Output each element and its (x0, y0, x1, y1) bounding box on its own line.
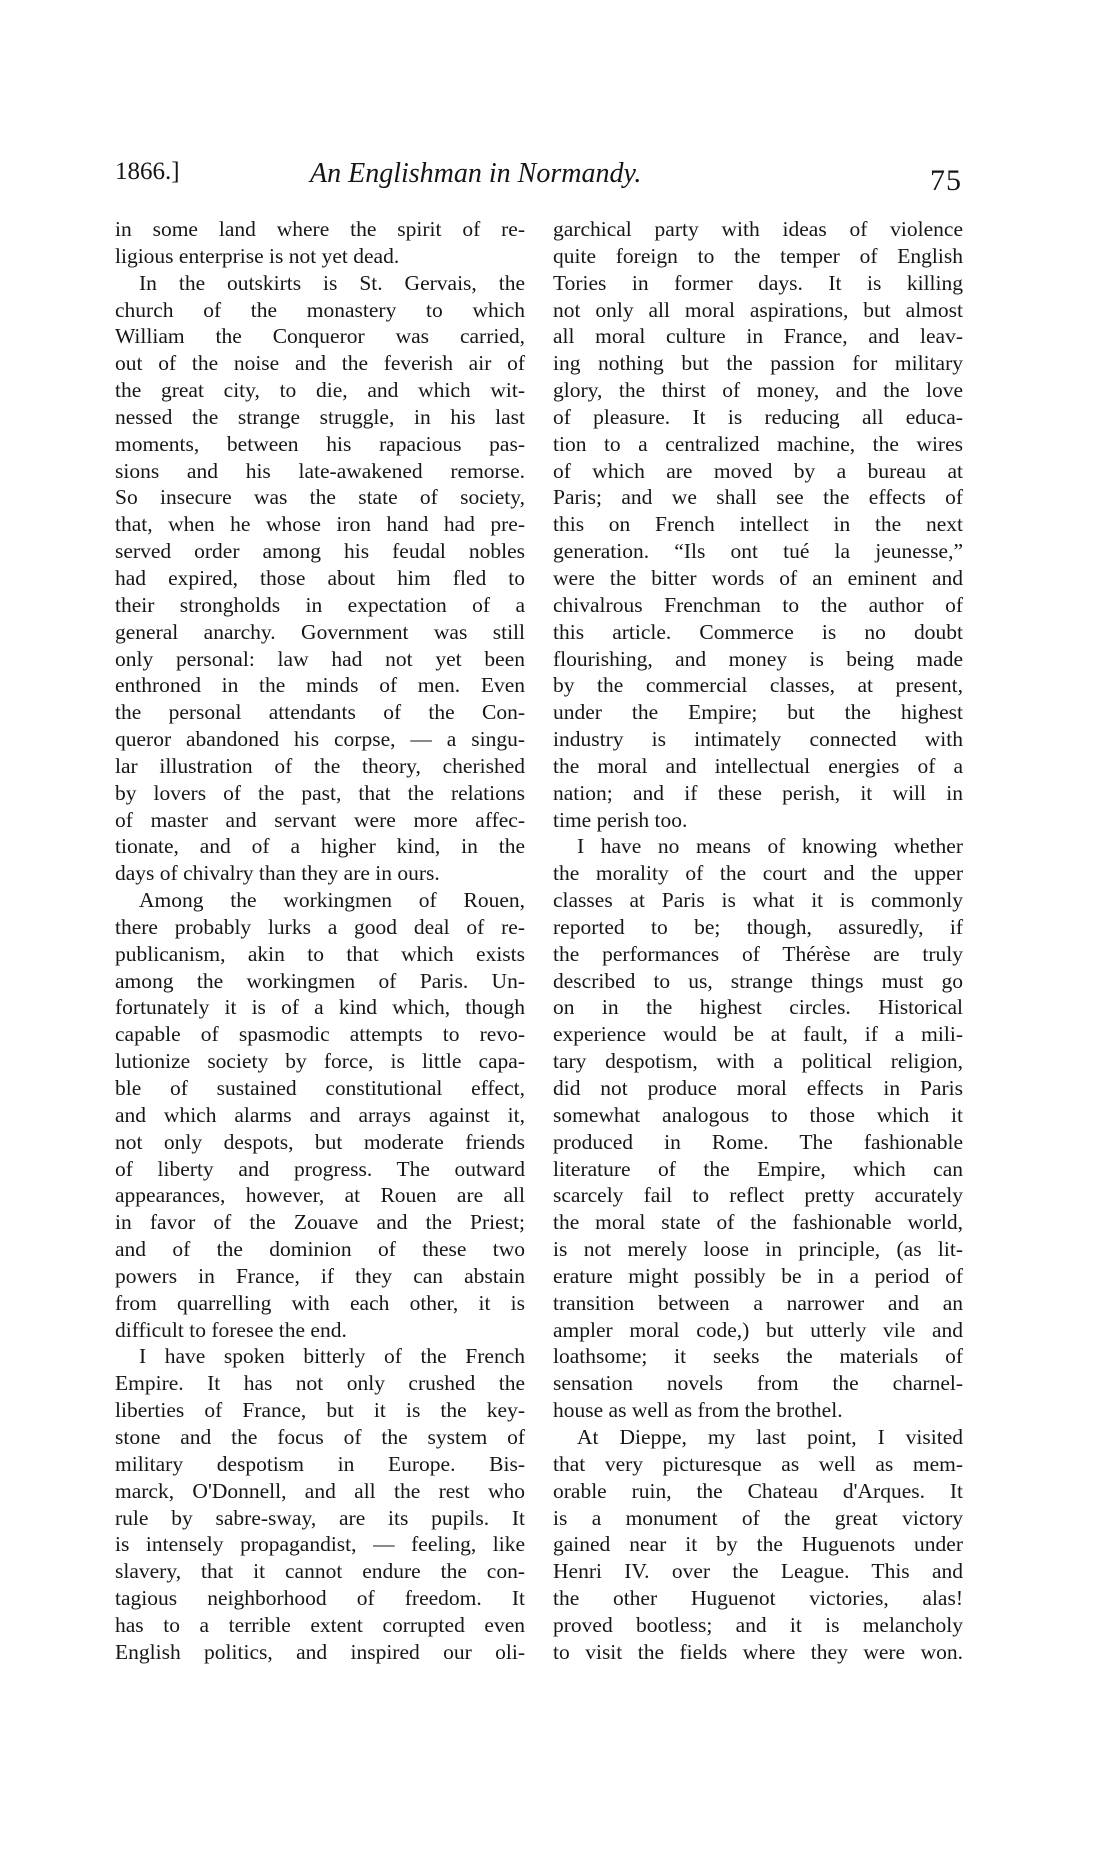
text-line: liberties of France, but it is the key- (115, 1398, 525, 1423)
text-line: Empire. It has not only crushed the (115, 1371, 525, 1396)
running-head-title: An Englishman in Normandy. (310, 158, 642, 189)
text-line: lutionize society by force, is little capa- (115, 1049, 525, 1074)
text-line: of master and servant were more affec- (115, 807, 525, 832)
text-line: only personal: law had not yet been (115, 646, 525, 671)
paragraph (115, 1343, 525, 1665)
text-line: gained near it by the Huguenots under (553, 1532, 963, 1557)
text-line: to visit the fields where they were won. (553, 1639, 963, 1664)
text-line: of liberty and progress. The outward (115, 1156, 525, 1181)
text-line: quite foreign to the temper of English (553, 243, 963, 268)
text-line: orable ruin, the Chateau d'Arques. It (553, 1478, 963, 1503)
text-line: tionate, and of a higher kind, in the (115, 834, 525, 859)
text-line: tion to a centralized machine, the wires (553, 431, 963, 456)
text-line: industry is intimately connected with (553, 727, 963, 752)
text-line: nessed the strange struggle, in his last (115, 404, 525, 429)
text-line: is not merely loose in principle, (as lit- (553, 1237, 963, 1262)
text-line: did not produce moral effects in Paris (553, 1076, 963, 1100)
text-line: is a monument of the great victory (553, 1505, 963, 1530)
text-line: from quarrelling with each other, it is (115, 1290, 525, 1315)
text-line: in some land where the spirit of re- (115, 217, 525, 241)
text-line: Among the workingmen of Rouen, (139, 888, 525, 913)
text-line: erature might possibly be in a period of (553, 1263, 963, 1288)
text-line: moments, between his rapacious pas- (115, 431, 525, 456)
text-line: had expired, those about him fled to (115, 565, 525, 590)
text-line: and which alarms and arrays against it, (115, 1102, 525, 1127)
text-line: proved bootless; and it is melancholy (553, 1612, 963, 1637)
text-line: ble of sustained constitutional effect, (115, 1076, 525, 1100)
text-line: So insecure was the state of society, (115, 485, 525, 510)
paragraph (553, 833, 963, 1424)
text-line: lar illustration of the theory, cherished (115, 753, 525, 778)
text-line: tagious neighborhood of freedom. It (115, 1586, 525, 1611)
text-line: of which are moved by a bureau at (553, 458, 963, 483)
text-line: this article. Commerce is no doubt (553, 619, 963, 644)
text-line: glory, the thirst of money, and the love (553, 378, 963, 403)
text-line: classes at Paris is what it is commonly (553, 888, 963, 913)
text-line: I have spoken bitterly of the French (139, 1344, 525, 1369)
text-line: difficult to foresee the end. (115, 1317, 347, 1342)
text-line: by lovers of the past, that the relations (115, 780, 525, 805)
text-line: produced in Rome. The fashionable (553, 1129, 963, 1154)
text-line: transition between a narrower and an (553, 1290, 963, 1315)
text-line: were the bitter words of an eminent and (553, 565, 963, 590)
text-line: by the commercial classes, at present, (553, 673, 963, 698)
text-line: stone and the focus of the system of (115, 1424, 525, 1449)
paragraph (553, 1424, 963, 1666)
text-line: this on French intellect in the next (553, 512, 963, 537)
text-line: that, when he whose iron hand had pre- (115, 512, 525, 537)
text-line: sensation novels from the charnel- (553, 1371, 963, 1396)
text-line: the performances of Thérèse are truly (553, 941, 963, 966)
text-line: In the outskirts is St. Gervais, the (139, 270, 525, 295)
right-text-column (553, 216, 963, 1666)
text-line: the moral state of the fashionable world, (553, 1210, 963, 1235)
text-line: time perish too. (553, 807, 688, 832)
text-line: appearances, however, at Rouen are all (115, 1183, 525, 1208)
text-line: and of the dominion of these two (115, 1237, 525, 1262)
text-line: enthroned in the minds of men. Even (115, 673, 525, 698)
text-line: Paris; and we shall see the effects of (553, 485, 963, 510)
text-line: powers in France, if they can abstain (115, 1263, 525, 1288)
paragraph (553, 216, 963, 833)
text-line: I have no means of knowing whether (577, 834, 963, 859)
text-line: rule by sabre-sway, are its pupils. It (115, 1505, 525, 1530)
page-number: 75 (930, 164, 962, 197)
text-line: under the Empire; but the highest (553, 700, 963, 725)
text-line: Henri IV. over the League. This and (553, 1559, 963, 1584)
text-line: William the Conqueror was carried, (115, 324, 525, 349)
text-line: military despotism in Europe. Bis- (115, 1451, 525, 1476)
paragraph (115, 887, 525, 1343)
text-line: in favor of the Zouave and the Priest; (115, 1210, 525, 1235)
text-line: scarcely fail to reflect pretty accurately (553, 1183, 963, 1208)
running-head-year: 1866.] (115, 158, 180, 185)
text-line: somewhat analogous to those which it (553, 1102, 963, 1127)
text-line: garchical party with ideas of violence (553, 217, 963, 241)
text-line: capable of spasmodic attempts to revo- (115, 1022, 525, 1047)
text-line: the other Huguenot victories, alas! (553, 1586, 963, 1611)
text-line: generation. “Ils ont tué la jeunesse,” (553, 539, 963, 564)
paragraph (115, 270, 525, 887)
running-head (115, 158, 965, 198)
text-line: the morality of the court and the upper (553, 861, 963, 886)
text-line: tary despotism, with a political religion, (553, 1049, 963, 1074)
text-line: literature of the Empire, which can (553, 1156, 963, 1181)
text-line: publicanism, akin to that which exists (115, 941, 525, 966)
text-line: slavery, that it cannot endure the con- (115, 1559, 525, 1584)
text-line: English politics, and inspired our oli- (115, 1639, 525, 1664)
text-line: ligious enterprise is not yet dead. (115, 243, 400, 268)
text-line: queror abandoned his corpse, — a singu- (115, 727, 525, 752)
text-line: At Dieppe, my last point, I visited (577, 1424, 963, 1449)
text-line: all moral culture in France, and leav- (553, 324, 963, 349)
text-line: among the workingmen of Paris. Un- (115, 968, 525, 993)
paragraph (115, 216, 525, 270)
text-line: ing nothing but the passion for military (553, 351, 963, 376)
text-line: flourishing, and money is being made (553, 646, 963, 671)
text-line: nation; and if these perish, it will in (553, 780, 963, 805)
left-text-column (115, 216, 525, 1666)
text-line: out of the noise and the feverish air of (115, 351, 525, 376)
text-line: not only despots, but moderate friends (115, 1129, 525, 1154)
text-line: days of chivalry than they are in ours. (115, 861, 440, 886)
text-line: experience would be at fault, if a mili- (553, 1022, 963, 1047)
text-line: general anarchy. Government was still (115, 619, 525, 644)
text-line: loathsome; it seeks the materials of (553, 1344, 963, 1369)
text-line: on in the highest circles. Historical (553, 995, 963, 1020)
text-line: reported to be; though, assuredly, if (553, 914, 963, 939)
text-line: the personal attendants of the Con- (115, 700, 525, 725)
text-line: their strongholds in expectation of a (115, 592, 525, 617)
text-line: not only all moral aspirations, but almost (553, 297, 963, 322)
text-line: Tories in former days. It is killing (553, 270, 963, 295)
text-line: ampler moral code,) but utterly vile and (553, 1317, 963, 1342)
text-line: chivalrous Frenchman to the author of (553, 592, 963, 617)
text-line: fortunately it is of a kind which, though (115, 995, 525, 1020)
text-line: the great city, to die, and which wit- (115, 378, 525, 403)
text-line: house as well as from the brothel. (553, 1398, 843, 1423)
text-line: the moral and intellectual energies of a (553, 753, 963, 778)
text-line: that very picturesque as well as mem- (553, 1451, 963, 1476)
text-line: sions and his late-awakened remorse. (115, 458, 525, 483)
text-line: church of the monastery to which (115, 297, 525, 322)
text-line: of pleasure. It is reducing all educa- (553, 404, 963, 429)
text-line: is intensely propagandist, — feeling, like (115, 1532, 525, 1557)
text-line: has to a terrible extent corrupted even (115, 1612, 525, 1637)
text-line: described to us, strange things must go (553, 968, 963, 993)
text-line: served order among his feudal nobles (115, 539, 525, 564)
text-line: there probably lurks a good deal of re- (115, 914, 525, 939)
text-line: marck, O'Donnell, and all the rest who (115, 1478, 525, 1503)
